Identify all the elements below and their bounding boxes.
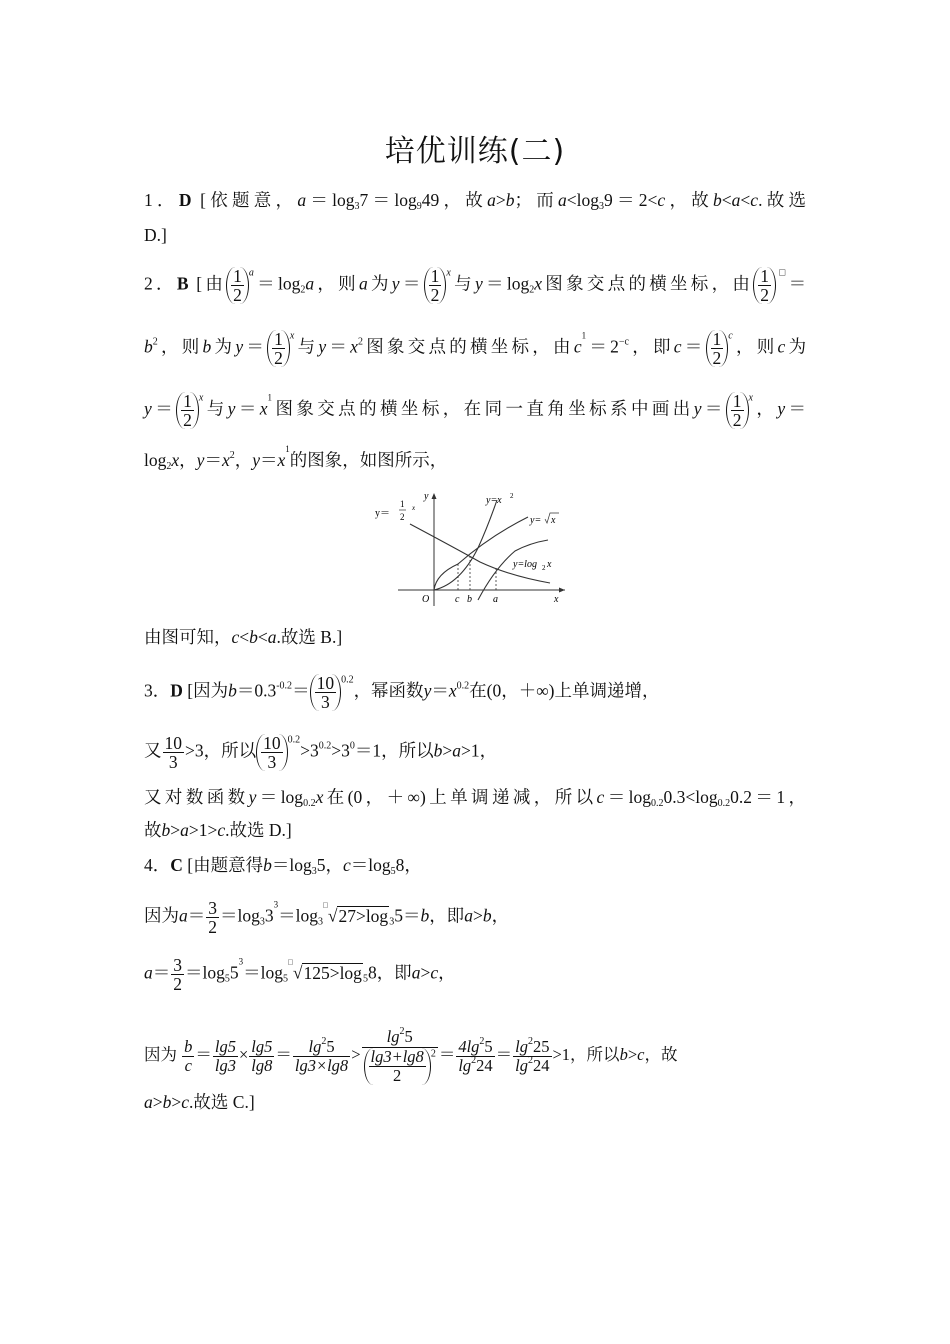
label-sqrt-x: x: [551, 515, 556, 526]
q4-line-1: 4．C [由题意得$b=\log_35$，$c=\log_58$，: [144, 855, 422, 877]
q1-answer: D: [178, 190, 192, 210]
q4-line-3: a＝ $\frac{3}{2}$ $=\log_55^3=\log_5^□√125>\log_58$，即a>c，: [144, 955, 456, 994]
label-x-squared-exp: 2: [510, 492, 514, 500]
label-exp-num: 1: [400, 499, 405, 509]
q3-line-1: 3．D [因为$b=0.3^{-0.2}=$ $\frac{10}{3}$ $^{0.2}$，幂函数$y=x^{0.2}$在(0，＋∞)上单调递增，: [144, 673, 660, 712]
label-exp-power: x: [412, 504, 416, 512]
page-title: 培优训练(二): [384, 134, 566, 169]
q3-line-2: 又 $\frac{10}{3}$ >3，所以 $\frac{10}{3}$ $^{0.2}>3^{0.2}>3^0=1$，所以b>a>1，: [144, 733, 498, 772]
q2-conclusion: 由图可知，c<b<a.故选 B.]: [144, 627, 343, 647]
q1-line-1: 1．D [依题意，$a=\log_37=\log_949$，故a>b；而$a<\log_39=2<c$，故b<a<c.故选: [144, 190, 807, 212]
label-exp-y: y＝: [375, 508, 390, 519]
curve-x-squared: [434, 500, 497, 590]
label-log-x: x: [547, 559, 552, 570]
q4-answer: C: [170, 855, 183, 875]
q4-line-4: 因为 $\frac{b}{c}$ ＝ $\frac{\lg 5}{\lg 3}$ × $\frac{\lg 5}{\lg 8}$ ＝ $\frac{\lg^25}{\lg 3\times\lg 8}$ > $\lg^25$ $\frac{\lg 3+\lg 8}{2}$ $^2$ ＝ $\frac{4\lg^25}{\lg^224}$ ＝ $\frac{\lg^225}{\lg^224}$ >1，所以b>c，故: [144, 1026, 678, 1085]
curve-exp-half: [410, 524, 550, 583]
curve-log2-x: [478, 540, 548, 600]
tick-c: c: [455, 594, 460, 605]
x-axis-arrow: [559, 588, 565, 593]
label-axis-y: y: [424, 491, 429, 502]
q4-line-2: 因为a＝ $\frac{3}{2}$ $=\log_33^3=\log_3^□√27>\log_35=b$，即a>b，: [144, 898, 510, 937]
q3-answer: D: [170, 680, 183, 701]
y-axis-arrow: [432, 493, 437, 499]
q2-line-2: $b^2$，则b为y＝ $\frac{1}{2}$ $^x$与$y=x^2$图象交点的横坐标，由$c^1=2^{-c}$，即c＝ $\frac{1}{2}$ $^c$，则c为: [144, 329, 807, 368]
label-log-base: 2: [542, 564, 546, 572]
q3-line-4: 故b>a>1>c.故选 D.]: [144, 820, 292, 840]
function-graph: [370, 488, 570, 608]
tick-a: a: [493, 594, 498, 605]
q4-line-5: a>b>c.故选 C.]: [144, 1092, 255, 1112]
q1-number: 1．: [144, 190, 179, 210]
label-axis-x: x: [554, 594, 559, 605]
q2-line-1: 2．B [由 $\frac{1}{2}$ $^a=\log_2a$，则a为y＝ $\frac{1}{2}$ $^x$与$y=\log_2x$图象交点的横坐标，由 $\frac{1}{2}$ □＝: [144, 266, 807, 305]
label-sqrt: y=: [530, 515, 542, 526]
label-log: y=log: [513, 559, 537, 570]
tick-b: b: [467, 594, 472, 605]
q1-line-2: D.]: [144, 225, 167, 245]
q3-line-3: 又对数函数$y=\log_{0.2}x$在(0，＋∞)上单调递减，所以$c=\log_{0.2}0.3<\log_{0.2}0.2=1$，: [144, 787, 806, 809]
q2-answer: B: [176, 273, 189, 294]
label-exp-den: 2: [400, 512, 405, 522]
q2-line-4: $\log_2x$，$y=x^2$，$y=x^1$的图象，如图所示，: [144, 444, 448, 472]
label-x-squared: y=x: [486, 495, 502, 506]
q2-line-3: y＝ $\frac{1}{2}$ $^x$与$y=x^1$图象交点的横坐标，在同一直角坐标系中画出y＝ $\frac{1}{2}$ $^x$，y＝: [144, 391, 807, 430]
label-origin: O: [422, 594, 430, 605]
curve-sqrt-x: [434, 517, 528, 590]
